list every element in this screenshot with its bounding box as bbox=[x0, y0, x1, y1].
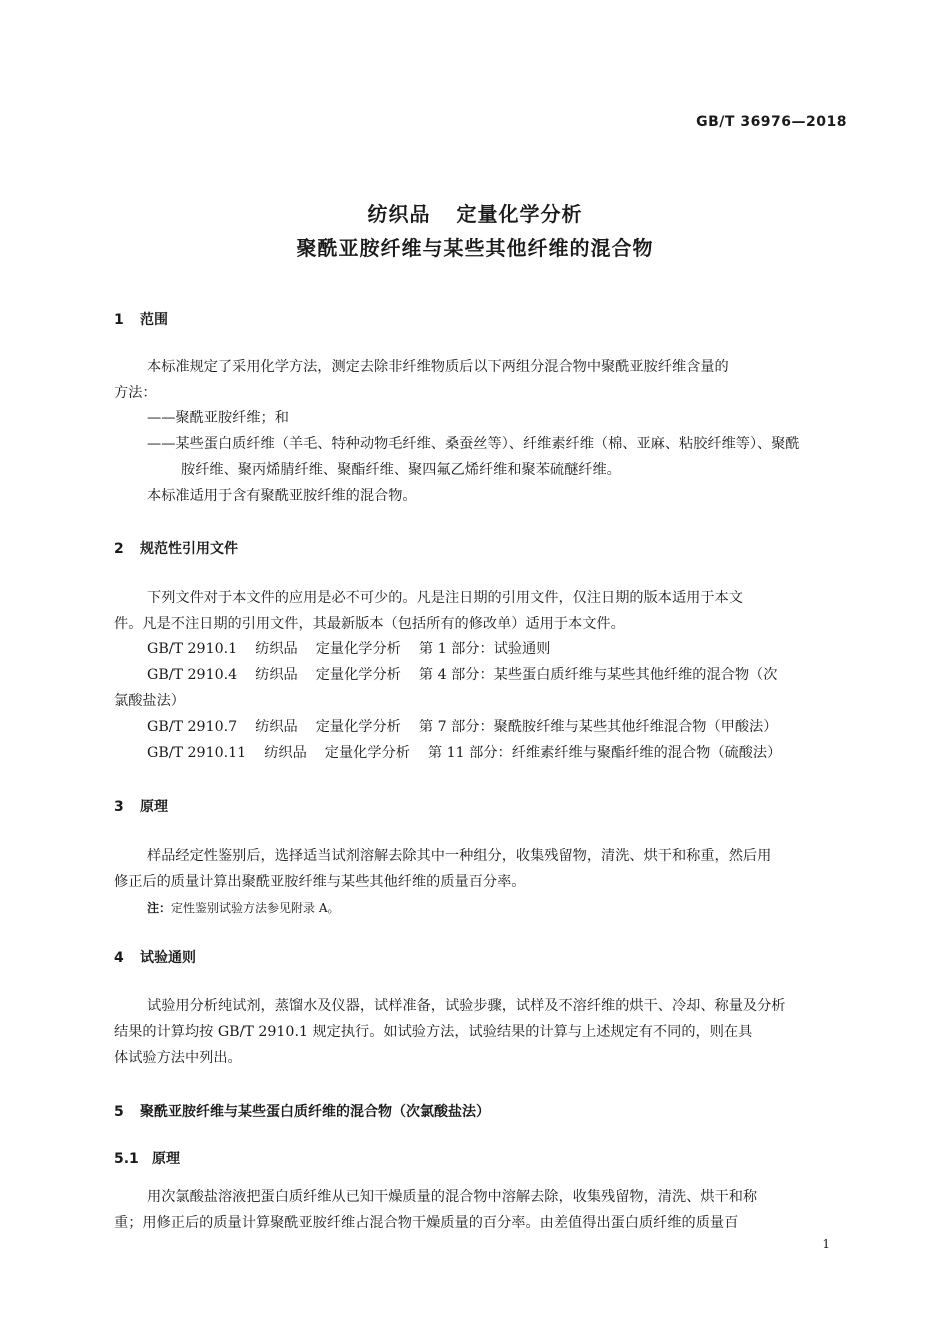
s3-note bbox=[147, 899, 340, 916]
section-title: 范围 bbox=[140, 312, 168, 328]
page-number: 1 bbox=[822, 1237, 830, 1251]
document-title-line2: 聚酰亚胺纤维与某些其他纤维的混合物 bbox=[296, 236, 654, 260]
s4-para-line3: 体试验方法中列出。 bbox=[114, 1050, 242, 1066]
ref-code: GB/T 2910.11 bbox=[147, 745, 247, 761]
s1-para1-line1: 本标准规定了采用化学方法，测定去除非纤维物质后以下两组分混合物中聚酰亚胺纤维含量的 bbox=[147, 359, 729, 375]
section-number: 2 bbox=[114, 541, 124, 557]
section-number: 1 bbox=[114, 312, 124, 328]
reference-item bbox=[147, 740, 781, 766]
section-number: 4 bbox=[114, 950, 124, 966]
s1-para2: 本标准适用于含有聚酰亚胺纤维的混合物。 bbox=[147, 488, 417, 504]
ref-code: GB/T 2910.1 bbox=[147, 641, 238, 657]
ref-sub: 定量化学分析 bbox=[324, 745, 410, 761]
standard-code: GB/T 36976—2018 bbox=[696, 114, 847, 130]
reference-item-continuation: 氯酸盐法） bbox=[114, 693, 185, 709]
s5-para-line2: 重；用修正后的质量计算聚酰亚胺纤维占混合物干燥质量的百分率。由差值得出蛋白质纤维的质量百 bbox=[114, 1215, 739, 1231]
subsection-title: 原理 bbox=[152, 1151, 180, 1167]
s1-item1: ——聚酰亚胺纤维；和 bbox=[147, 410, 289, 426]
title-part1: 纺织品 bbox=[367, 202, 431, 226]
ref-name: 纺织品 bbox=[255, 641, 298, 657]
s4-para-line2: 结果的计算均按 GB/T 2910.1 规定执行。如试验方法，试验结果的计算与上述规定有不同的，则在具 bbox=[114, 1024, 753, 1040]
note-text: 定性鉴别试验方法参见附录 A。 bbox=[171, 901, 340, 915]
s2-para-line2: 件。凡是不注日期的引用文件，其最新版本（包括所有的修改单）适用于本文件。 bbox=[114, 616, 625, 632]
s1-para1-line2: 方法： bbox=[114, 385, 157, 401]
ref-part: 第 7 部分：聚酰胺纤维与某些其他纤维混合物（甲酸法） bbox=[418, 719, 778, 735]
reference-item bbox=[147, 714, 777, 740]
ref-code: GB/T 2910.7 bbox=[147, 719, 238, 735]
section-5-heading bbox=[114, 1101, 490, 1121]
ref-name: 纺织品 bbox=[264, 745, 307, 761]
s3-para-line2: 修正后的质量计算出聚酰亚胺纤维与某些其他纤维的质量百分率。 bbox=[114, 874, 526, 890]
ref-part: 第 4 部分：某些蛋白质纤维与某些其他纤维的混合物（次 bbox=[418, 667, 778, 683]
note-label: 注： bbox=[147, 901, 172, 915]
ref-sub: 定量化学分析 bbox=[315, 719, 401, 735]
s5-para-line1: 用次氯酸盐溶液把蛋白质纤维从已知干燥质量的混合物中溶解去除，收集残留物，清洗、烘干和称 bbox=[147, 1189, 758, 1205]
section-number: 5 bbox=[114, 1104, 124, 1120]
s4-para-line1: 试验用分析纯试剂，蒸馏水及仪器，试样准备，试验步骤，试样及不溶纤维的烘干、冷却、称量及分析 bbox=[147, 998, 786, 1014]
section-title: 聚酰亚胺纤维与某些蛋白质纤维的混合物（次氯酸盐法） bbox=[140, 1104, 490, 1120]
subsection-number: 5.1 bbox=[114, 1151, 139, 1167]
s1-item2-line1: ——某些蛋白质纤维（羊毛、特种动物毛纤维、桑蚕丝等）、纤维素纤维（棉、亚麻、粘胶纤维等）、聚酰 bbox=[147, 436, 800, 452]
section-title: 试验通则 bbox=[140, 950, 196, 966]
ref-part: 第 1 部分：试验通则 bbox=[418, 641, 551, 657]
subsection-5-1-heading bbox=[114, 1148, 180, 1168]
document-title-line1 bbox=[0, 198, 950, 227]
section-2-heading bbox=[114, 538, 238, 558]
s2-para-line1: 下列文件对于本文件的应用是必不可少的。凡是注日期的引用文件，仅注日期的版本适用于本文 bbox=[147, 590, 743, 606]
section-1-heading bbox=[114, 309, 168, 329]
s1-item2-line2: 胺纤维、聚丙烯腈纤维、聚酯纤维、聚四氟乙烯纤维和聚苯硫醚纤维。 bbox=[181, 462, 621, 478]
section-title: 原理 bbox=[140, 799, 168, 815]
section-number: 3 bbox=[114, 799, 124, 815]
section-4-heading bbox=[114, 947, 196, 967]
reference-item bbox=[147, 662, 777, 688]
ref-name: 纺织品 bbox=[255, 667, 298, 683]
title-part2: 定量化学分析 bbox=[456, 202, 583, 226]
ref-sub: 定量化学分析 bbox=[315, 641, 401, 657]
section-title: 规范性引用文件 bbox=[140, 541, 238, 557]
ref-code: GB/T 2910.4 bbox=[147, 667, 238, 683]
reference-item bbox=[147, 636, 550, 662]
ref-name: 纺织品 bbox=[255, 719, 298, 735]
section-3-heading bbox=[114, 796, 168, 816]
s3-para-line1: 样品经定性鉴别后，选择适当试剂溶解去除其中一种组分，收集残留物，清洗、烘干和称重，然后用 bbox=[147, 848, 772, 864]
ref-sub: 定量化学分析 bbox=[315, 667, 401, 683]
ref-part: 第 11 部分：纤维素纤维与聚酯纤维的混合物（硫酸法） bbox=[427, 745, 782, 761]
